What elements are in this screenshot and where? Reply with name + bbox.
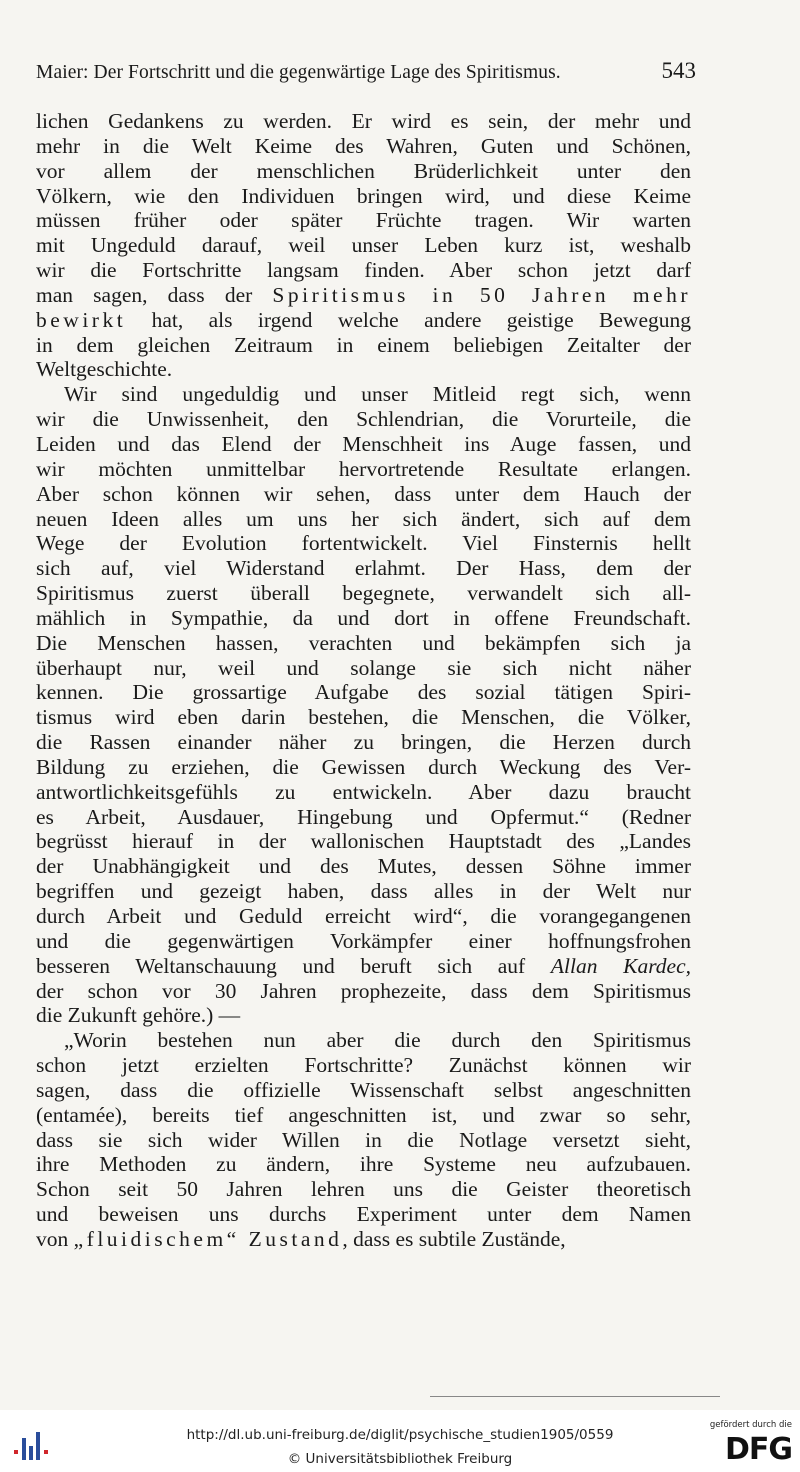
text-line: sagen, dass die offizielle Wissenschaft selbst angeschnitten — [36, 1077, 691, 1102]
page-number: 543 — [661, 58, 696, 83]
text-line: müssen früher oder später Früchte tragen. Wir warten — [36, 208, 691, 233]
text-line: mit Ungeduld darauf, weil unser Leben kurz ist, weshalb — [36, 233, 691, 258]
text-line: überhaupt nur, weil und solange sie sich nicht näher — [36, 655, 691, 680]
text-line: neuen Ideen alles um uns her sich ändert, sich auf dem — [36, 506, 691, 531]
text-line: besseren Weltanschauung und beruft sich auf Allan Kardec, — [36, 953, 691, 978]
text-line: die Zukunft gehöre.) — — [36, 1003, 241, 1028]
text-line: wir möchten unmittelbar hervortretende Resultate erlangen. — [36, 456, 691, 481]
emphasized-text: „fluidischem“ Zustand — [73, 1226, 343, 1251]
text-line: kennen. Die grossartige Aufgabe des sozial tätigen Spiri- — [36, 680, 691, 705]
emphasized-text: Spiritismus in 50 Jahren mehr — [272, 282, 691, 307]
text-line: Schon seit 50 Jahren lehren uns die Geister theoretisch — [36, 1177, 691, 1202]
text-line: begrüsst hierauf in der wallonischen Hauptstadt des „Landes — [36, 829, 691, 854]
text-line: man sagen, dass der Spiritismus in 50 Jahren mehr — [36, 282, 691, 307]
text-line: Aber schon können wir sehen, dass unter dem Hauch der — [36, 481, 691, 506]
text-line: antwortlichkeitsgefühls zu entwickeln. Aber dazu braucht — [36, 779, 691, 804]
running-title: Maier: Der Fortschritt und die gegenwärtige Lage des Spiritismus. — [36, 62, 561, 83]
text-line: es Arbeit, Ausdauer, Hingebung und Opfermut.“ (Redner — [36, 804, 691, 829]
text-line: Bildung zu erziehen, die Gewissen durch Weckung des Ver- — [36, 754, 691, 779]
page-header — [36, 58, 696, 86]
text-line: wir die Unwissenheit, den Schlendrian, die Vorurteile, die — [36, 407, 691, 432]
emphasized-text: bewirkt — [36, 307, 127, 332]
body-text — [36, 109, 691, 1252]
viewer-footer — [0, 1410, 800, 1472]
dfg-caption: gefördert durch die — [709, 1420, 792, 1430]
italic-name: Allan Kardec, — [550, 953, 691, 978]
text-line: mehr in die Welt Keime des Wahren, Guten und Schönen, — [36, 133, 691, 158]
text-line: Weltgeschichte. — [36, 357, 173, 382]
text-line: bewirkt hat, als irgend welche andere geistige Bewegung — [36, 307, 691, 332]
text-line: vor allem der menschlichen Brüderlichkeit unter den — [36, 158, 691, 183]
text-line: wir die Fortschritte langsam finden. Aber schon jetzt darf — [36, 258, 691, 283]
text-line: von „fluidischem“ Zustand, dass es subtile Zustände, — [36, 1226, 566, 1251]
text-line: Spiritismus zuerst überall begegnete, verwandelt sich all- — [36, 581, 691, 606]
text-line: Leiden und das Elend der Menschheit ins Auge fassen, und — [36, 431, 691, 456]
text-line: mählich in Sympathie, da und dort in offene Freundschaft. — [36, 605, 691, 630]
text-line: der schon vor 30 Jahren prophezeite, dass dem Spiritismus — [36, 978, 691, 1003]
text-line: tismus wird eben darin bestehen, die Menschen, die Völker, — [36, 705, 691, 730]
text-line: Wir sind ungeduldig und unser Mitleid regt sich, wenn — [64, 382, 691, 407]
text-line: (entamée), bereits tief angeschnitten ist, und zwar so sehr, — [36, 1102, 691, 1127]
text-line: begriffen und gezeigt haben, dass alles in der Welt nur — [36, 879, 691, 904]
text-line: die Rassen einander näher zu bringen, die Herzen durch — [36, 730, 691, 755]
text-line: Wege der Evolution fortentwickelt. Viel Finsternis hellt — [36, 531, 691, 556]
dfg-logo-icon: DFG — [724, 1432, 792, 1467]
copyright-notice: © Universitätsbibliothek Freiburg — [287, 1451, 513, 1467]
text-line: Die Menschen hassen, verachten und bekämpfen sich ja — [36, 630, 691, 655]
text-line: Völkern, wie den Individuen bringen wird, und diese Keime — [36, 183, 691, 208]
text-line: lichen Gedankens zu werden. Er wird es sein, der mehr und — [36, 109, 691, 133]
document-url[interactable]: http://dl.ub.uni-freiburg.de/diglit/psychische_studien1905/0559 — [186, 1427, 614, 1443]
text-line: und die gegenwärtigen Vorkämpfer einer hoffnungsfrohen — [36, 928, 691, 953]
text-line: ihre Methoden zu ändern, ihre Systeme neu aufzubauen. — [36, 1152, 691, 1177]
text-line: sich auf, viel Widerstand erlahmt. Der Hass, dem der — [36, 556, 691, 581]
text-line: in dem gleichen Zeitraum in einem beliebigen Zeitalter der — [36, 332, 691, 357]
text-line: durch Arbeit und Geduld erreicht wird“, die vorangegangenen — [36, 904, 691, 928]
text-line: und beweisen uns durchs Experiment unter dem Namen — [36, 1202, 691, 1227]
text-line: „Worin bestehen nun aber die durch den Spiritismus — [64, 1028, 691, 1053]
text-line: dass sie sich wider Willen in die Notlage versetzt sieht, — [36, 1127, 691, 1152]
text-line: schon jetzt erzielten Fortschritte? Zunächst können wir — [36, 1053, 691, 1078]
footer-rule — [430, 1396, 720, 1397]
text-line: der Unabhängigkeit und des Mutes, dessen Söhne immer — [36, 854, 691, 879]
